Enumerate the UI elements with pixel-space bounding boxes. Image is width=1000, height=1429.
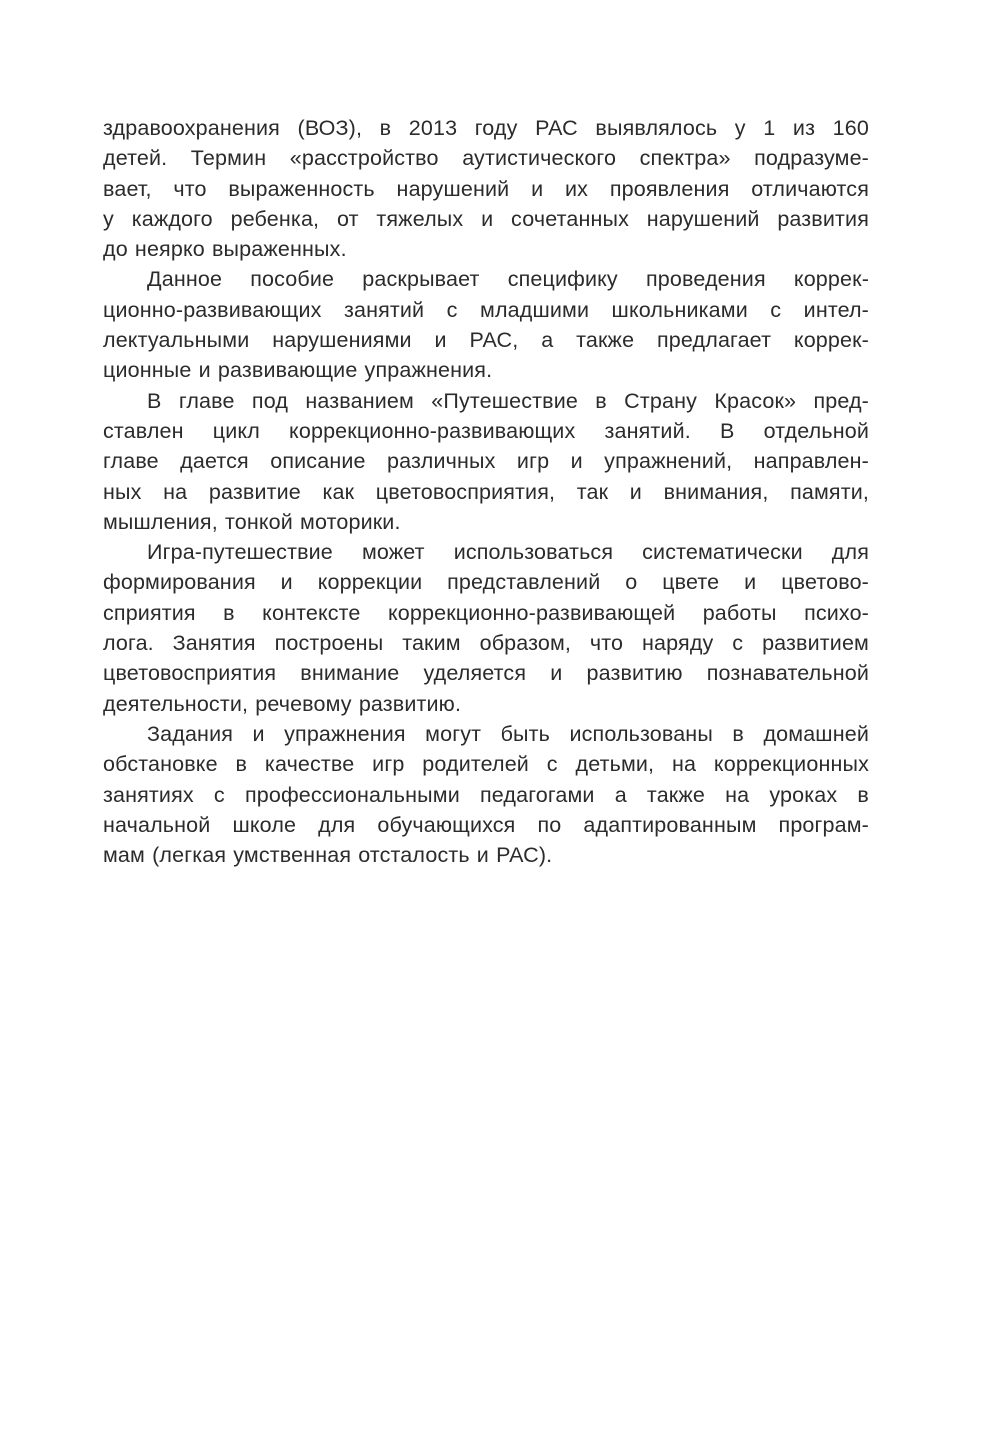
text-line: лога. Занятия построены таким образом, что наряду с развитием bbox=[103, 631, 869, 656]
text-line: Данное пособие раскрывает специфику проведения коррек- bbox=[147, 267, 869, 292]
text-line: вает, что выраженность нарушений и их проявления отличаются bbox=[103, 176, 869, 201]
text-line: сприятия в контексте коррекционно-развивающей работы психо- bbox=[103, 600, 869, 625]
text-line: лектуальными нарушениями и РАС, а также предлагает коррек- bbox=[103, 328, 869, 353]
paragraph-2 bbox=[103, 264, 869, 385]
text-line: ных на развитие как цветовосприятия, так и внимания, памяти, bbox=[103, 479, 869, 504]
text-line: Задания и упражнения могут быть использованы в домашней bbox=[147, 721, 869, 746]
text-line: детей. Термин «расстройство аутистического спектра» подразуме- bbox=[103, 146, 869, 171]
text-line: В главе под названием «Путешествие в Страну Красок» пред- bbox=[147, 388, 869, 413]
text-line: до неярко выраженных. bbox=[103, 237, 347, 262]
text-line: ционные и развивающие упражнения. bbox=[103, 358, 493, 383]
text-line: формирования и коррекции представлений о цвете и цветово- bbox=[103, 570, 869, 595]
text-line: начальной школе для обучающихся по адаптированным програм- bbox=[103, 812, 869, 837]
text-line: ционно-развивающих занятий с младшими школьниками с интел- bbox=[103, 297, 869, 322]
text-line: Игра-путешествие может использоваться систематически для bbox=[147, 540, 869, 565]
text-line: здравоохранения (ВОЗ), в 2013 году РАС выявлялось у 1 из 160 bbox=[103, 116, 869, 140]
text-line: мам (легкая умственная отсталость и РАС). bbox=[103, 843, 553, 868]
paragraph-5 bbox=[103, 719, 869, 870]
paragraph-4 bbox=[103, 537, 869, 719]
text-line: цветовосприятия внимание уделяется и развитию познавательной bbox=[103, 661, 869, 686]
text-line: обстановке в качестве игр родителей с детьми, на коррекционных bbox=[103, 752, 869, 777]
body-text bbox=[103, 113, 869, 870]
text-line: ставлен цикл коррекционно-развивающих занятий. В отдельной bbox=[103, 418, 869, 443]
paragraph-3 bbox=[103, 386, 869, 537]
text-line: занятиях с профессиональными педагогами а также на уроках в bbox=[103, 782, 869, 807]
text-line: у каждого ребенка, от тяжелых и сочетанных нарушений развития bbox=[103, 206, 869, 231]
text-line: мышления, тонкой моторики. bbox=[103, 509, 401, 534]
paragraph-1 bbox=[103, 113, 869, 264]
text-line: главе дается описание различных игр и упражнений, направлен- bbox=[103, 449, 869, 474]
text-line: деятельности, речевому развитию. bbox=[103, 691, 462, 716]
